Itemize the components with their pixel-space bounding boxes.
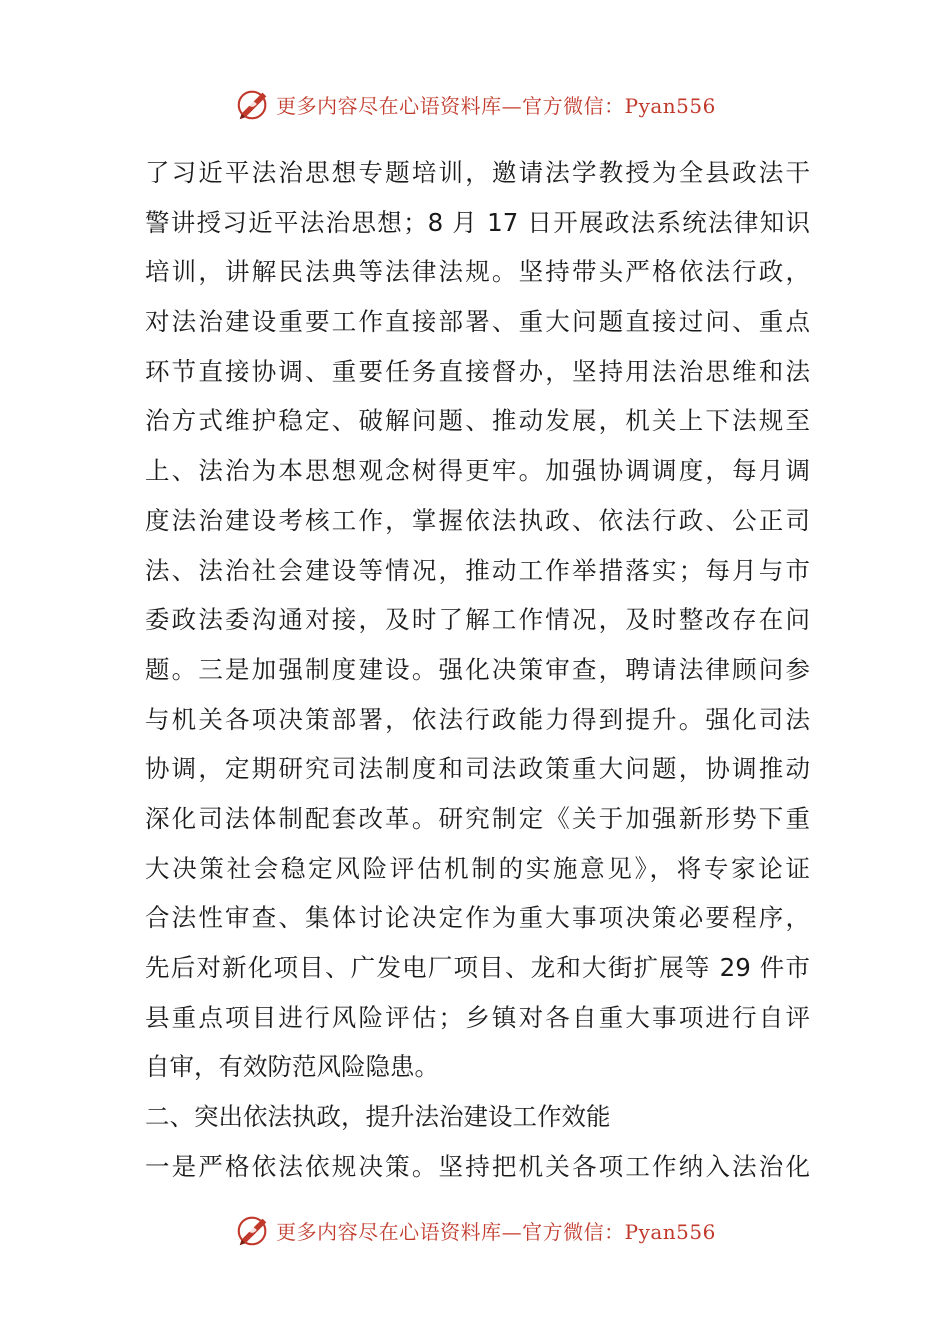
body-line: 先后对新化项目、广发电厂项目、龙和大街扩展等 29 件市 <box>145 953 810 982</box>
body-line-paragraph-end: 自审，有效防范风险隐患。 <box>145 1052 439 1082</box>
body-line: 治方式维护稳定、破解问题、推动发展，机关上下法规至 <box>145 406 810 436</box>
body-line: 了习近平法治思想专题培训，邀请法学教授为全县政法干 <box>145 158 810 187</box>
body-line: 警讲授习近平法治思想；8 月 17 日开展政法系统法律知识 <box>145 207 810 237</box>
footer-banner-text: 更多内容尽在心语资料库—官方微信：Pyan556 <box>276 1219 716 1244</box>
body-line: 协调，定期研究司法制度和司法政策重大问题，协调推动 <box>145 754 810 784</box>
body-line: 委政法委沟通对接，及时了解工作情况，及时整改存在问 <box>145 605 810 635</box>
body-line: 度法治建设考核工作，掌握依法执政、依法行政、公正司 <box>145 505 810 535</box>
body-line: 上、法治为本思想观念树得更牢。加强协调调度，每月调 <box>145 456 810 486</box>
pen-seal-logo-icon <box>234 1211 272 1249</box>
body-line: 县重点项目进行风险评估；乡镇对各自重大事项进行自评 <box>145 1002 810 1032</box>
body-line: 一是严格依法依规决策。坚持把机关各项工作纳入法治化 <box>145 1151 810 1181</box>
body-line: 与机关各项决策部署，依法行政能力得到提升。强化司法 <box>145 704 810 734</box>
body-line: 合法性审查、集体讨论决定作为重大事项决策必要程序， <box>145 903 810 933</box>
footer-banner <box>0 1210 950 1250</box>
document-body <box>145 148 810 1191</box>
body-line: 环节直接协调、重要任务直接督办，坚持用法治思维和法 <box>145 356 810 386</box>
body-line: 培训，讲解民法典等法律法规。坚持带头严格依法行政， <box>145 257 810 287</box>
pen-seal-logo-icon <box>234 85 272 123</box>
body-line: 法、法治社会建设等情况，推动工作举措落实；每月与市 <box>145 555 810 585</box>
header-banner <box>0 84 950 124</box>
body-line: 对法治建设重要工作直接部署、重大问题直接过问、重点 <box>145 307 810 337</box>
body-line: 题。三是加强制度建设。强化决策审查，聘请法律顾问参 <box>145 654 810 684</box>
body-line: 大决策社会稳定风险评估机制的实施意见》，将专家论证 <box>145 853 810 883</box>
header-banner-text: 更多内容尽在心语资料库—官方微信：Pyan556 <box>276 93 716 118</box>
body-line: 深化司法体制配套改革。研究制定《关于加强新形势下重 <box>145 803 810 833</box>
section-heading: 二、突出依法执政，提升法治建设工作效能 <box>145 1102 611 1132</box>
